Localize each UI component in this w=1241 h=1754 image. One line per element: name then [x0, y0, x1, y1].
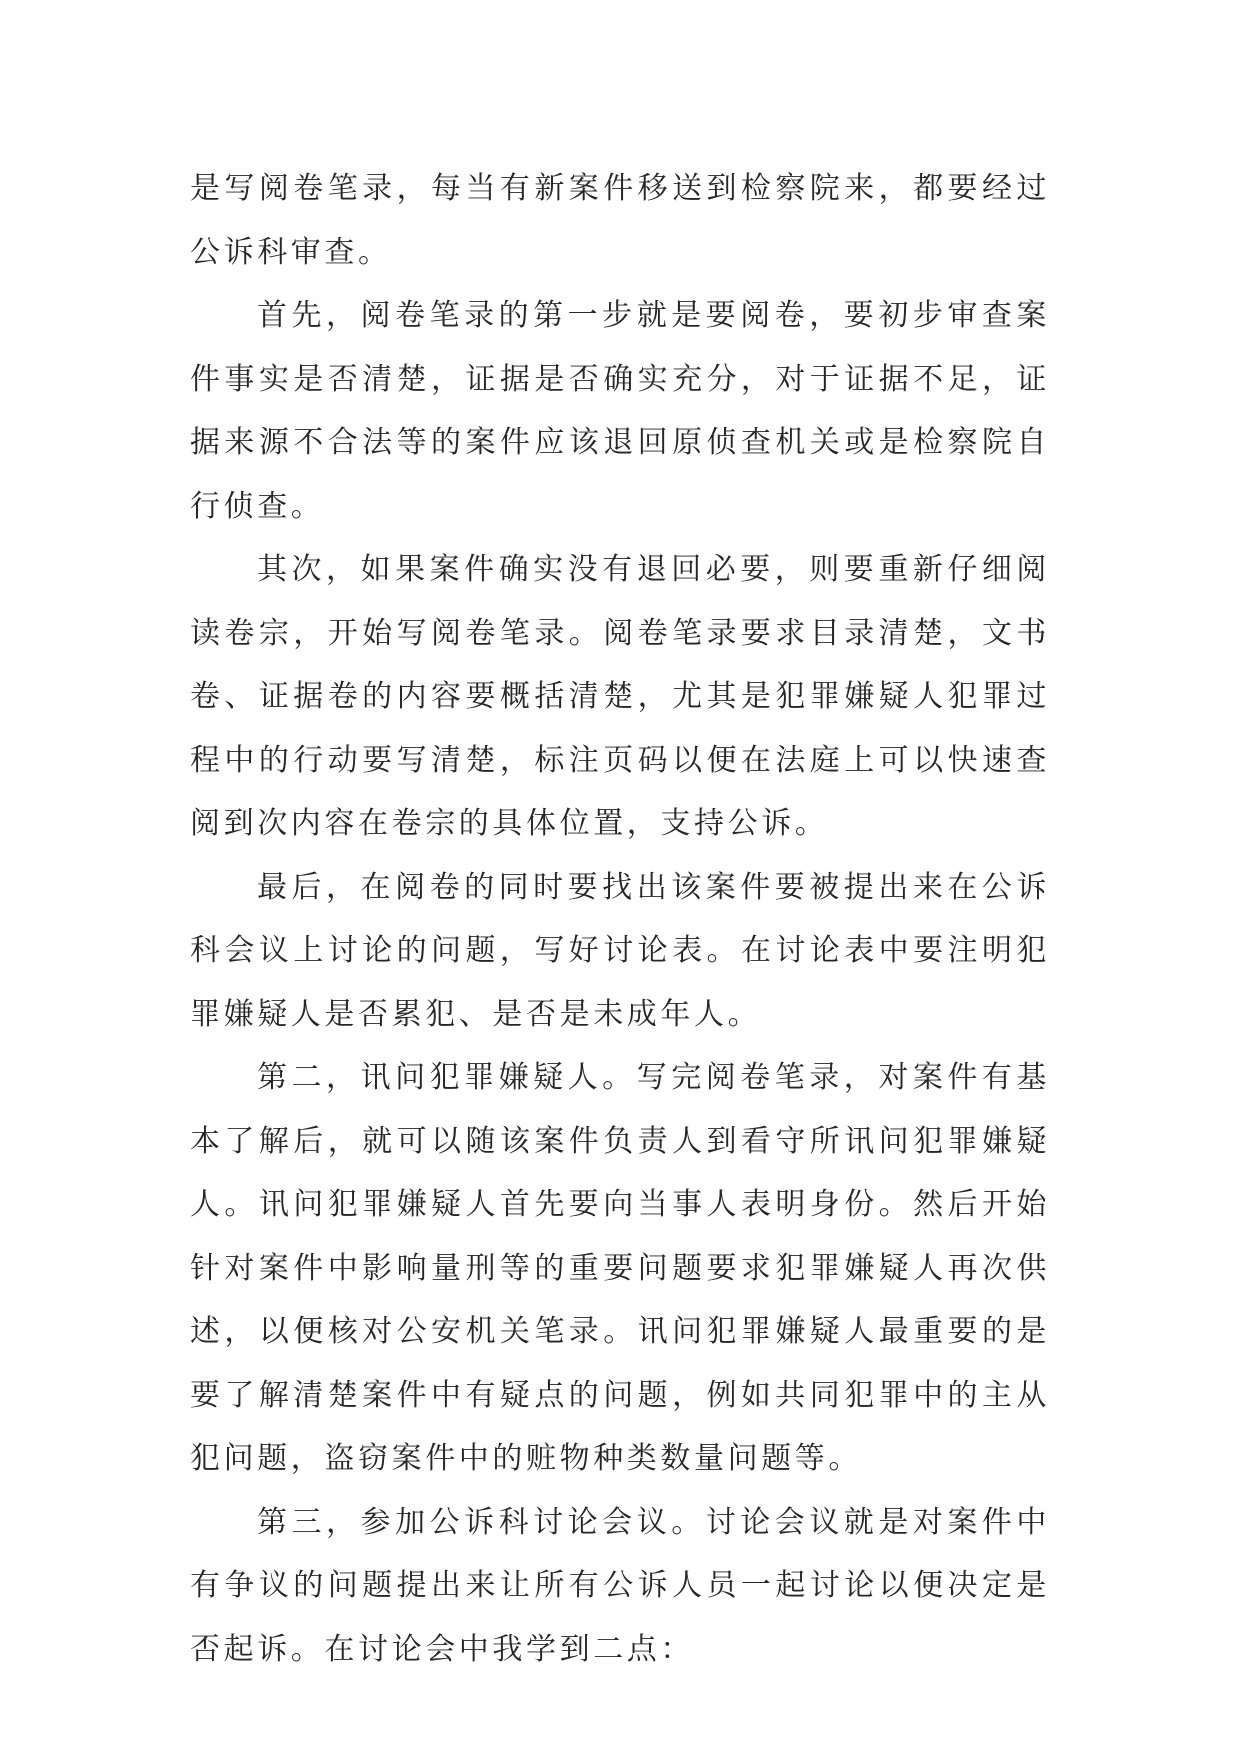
paragraph: 第三，参加公诉科讨论会议。讨论会议就是对案件中有争议的问题提出来让所有公诉人员一起讨论以便决定是否起诉。在讨论会中我学到二点： — [190, 1504, 1050, 1667]
paragraph: 首先，阅卷笔录的第一步就是要阅卷，要初步审查案件事实是否清楚，证据是否确实充分，对于证据不足，证据来源不合法等的案件应该退回原侦查机关或是检察院自行侦查。 — [190, 298, 1050, 524]
document-body — [190, 157, 1050, 1681]
paragraph: 最后，在阅卷的同时要找出该案件要被提出来在公诉科会议上讨论的问题，写好讨论表。在讨论表中要注明犯罪嫌疑人是否累犯、是否是未成年人。 — [190, 869, 1050, 1032]
paragraph: 第二，讯问犯罪嫌疑人。写完阅卷笔录，对案件有基本了解后，就可以随该案件负责人到看守所讯问犯罪嫌疑人。讯问犯罪嫌疑人首先要向当事人表明身份。然后开始针对案件中影响量刑等的重要问题要求犯罪嫌疑人再次供述，以便核对公安机关笔录。讯问犯罪嫌疑人最重要的是要了解清楚案件中有疑点的问题，例如共同犯罪中的主从犯问题，盗窃案件中的赃物种类数量问题等。 — [190, 1060, 1050, 1476]
paragraph: 是写阅卷笔录，每当有新案件移送到检察院来，都要经过公诉科审查。 — [190, 171, 1050, 270]
paragraph: 其次，如果案件确实没有退回必要，则要重新仔细阅读卷宗，开始写阅卷笔录。阅卷笔录要求目录清楚，文书卷、证据卷的内容要概括清楚，尤其是犯罪嫌疑人犯罪过程中的行动要写清楚，标注页码以便在法庭上可以快速查阅到次内容在卷宗的具体位置，支持公诉。 — [190, 552, 1050, 841]
